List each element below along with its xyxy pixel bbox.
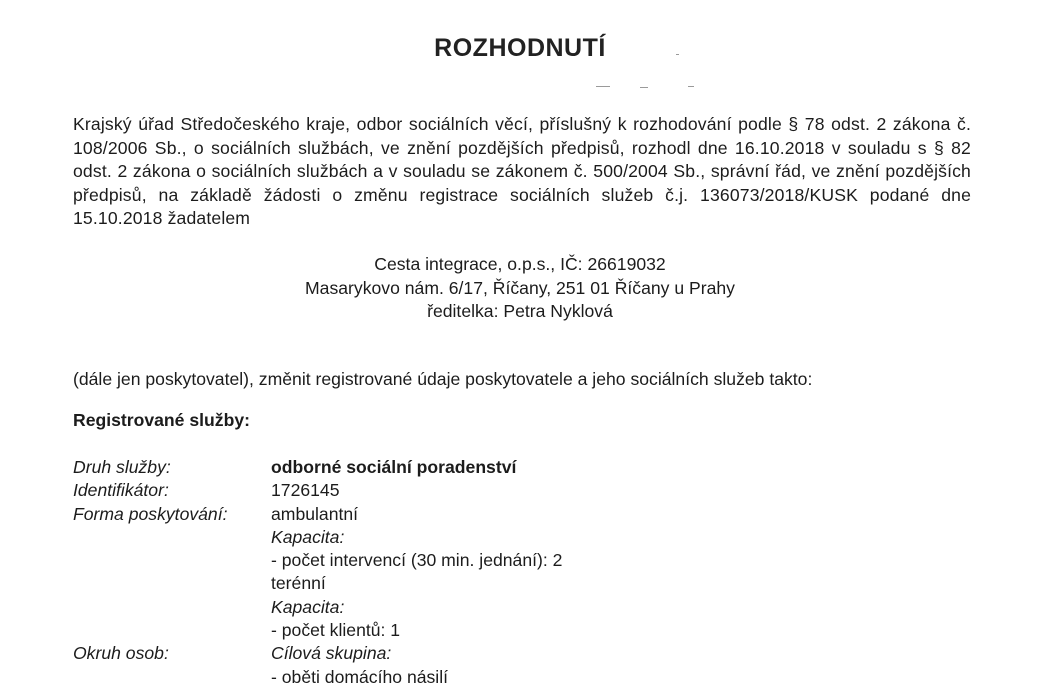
row-spacer — [73, 549, 271, 572]
scan-speck — [676, 54, 679, 55]
service-scope-row — [73, 642, 973, 665]
service-form-row — [73, 503, 973, 526]
target-value-row — [73, 666, 973, 689]
row-spacer — [73, 619, 271, 642]
row-spacer — [73, 572, 271, 595]
row-spacer — [73, 666, 271, 689]
service-type-row — [73, 456, 973, 479]
row-spacer — [73, 596, 271, 619]
scan-speck — [688, 86, 694, 87]
form-field-row — [73, 572, 973, 595]
scan-speck — [596, 86, 610, 87]
service-type-value: odborné sociální poradenství — [271, 457, 517, 477]
capacity-label-ambulant: Kapacita: — [271, 526, 345, 547]
followup-paragraph: (dále jen poskytovatel), změnit registrované údaje poskytovatele a jeho sociálních služeb takto: — [73, 369, 813, 389]
target-group-label: Cílová skupina: — [271, 643, 392, 664]
service-form-field: terénní — [271, 573, 326, 594]
applicant-block — [0, 253, 1040, 324]
applicant-name-line: Cesta integrace, o.p.s., IČ: 26619032 — [374, 254, 666, 274]
service-id-row — [73, 479, 973, 502]
capacity-label-row — [73, 526, 973, 549]
applicant-director-line: ředitelka: Petra Nyklová — [427, 301, 613, 321]
decision-intro-paragraph: Krajský úřad Středočeského kraje, odbor sociálních věcí, příslušný k rozhodování podle § 78 odst. 2 zákona č. 108/2006 Sb., o sociálních službách, ve znění pozdějších předpisů, rozhodl dne 16.10.2018 v souladu s § 82 odst. 2 zákona o sociálních službách a v souladu se zákonem č. 500/2004 Sb., správní řád, ve znění pozdějších předpisů, na základě žádosti o změnu registrace sociálních služeb č.j. 136073/2018/KUSK podané dne 15.10.2018 žadatelem — [73, 114, 971, 228]
capacity-value-ambulant: - počet intervencí (30 min. jednání): 2 — [271, 550, 563, 571]
capacity-value-row — [73, 549, 973, 572]
capacity-value-row — [73, 619, 973, 642]
registered-services-heading: Registrované služby: — [73, 410, 250, 430]
scan-speck — [640, 87, 648, 88]
service-form-ambulant: ambulantní — [271, 503, 359, 524]
service-details — [73, 456, 973, 689]
capacity-value-field: - počet klientů: 1 — [271, 620, 401, 641]
service-form-label: Forma poskytování: — [73, 503, 228, 524]
service-scope-label: Okruh osob: — [73, 643, 169, 664]
capacity-label-field: Kapacita: — [271, 596, 345, 617]
service-id-label: Identifikátor: — [73, 480, 169, 501]
service-type-label: Druh služby: — [73, 457, 171, 477]
service-id-value: 1726145 — [271, 480, 340, 501]
row-spacer — [73, 526, 271, 549]
applicant-address-line: Masarykovo nám. 6/17, Říčany, 251 01 Říčany u Prahy — [305, 277, 735, 298]
target-group-value: - oběti domácího násilí — [271, 666, 449, 687]
capacity-label-row — [73, 596, 973, 619]
document-title: ROZHODNUTÍ — [434, 34, 606, 62]
